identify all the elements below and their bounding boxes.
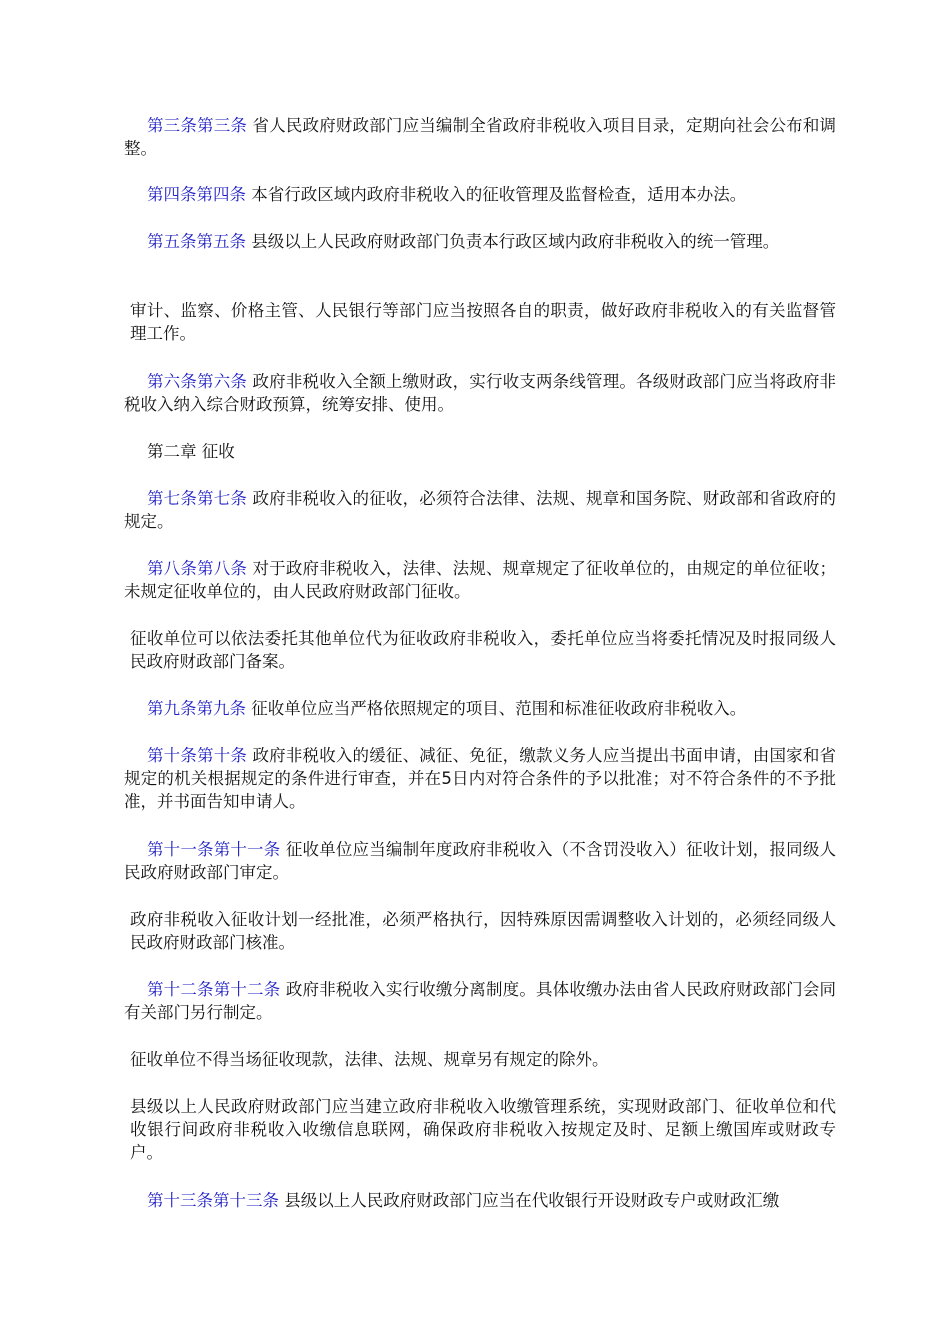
- article-12-heading: 第十二条第十二条: [147, 980, 281, 999]
- article-5-paragraph-2: 审计、监察、价格主管、人民银行等部门应当按照各自的职责，做好政府非税收入的有关监督管理工作。: [130, 301, 836, 343]
- article-7-heading: 第七条第七条: [147, 489, 248, 508]
- chapter-2-heading: 第二章 征收: [147, 442, 235, 461]
- article-13: [124, 1189, 836, 1212]
- article-10-text: 政府非税收入的缓征、减征、免征，缴款义务人应当提出书面申请，由国家和省规定的机关根据规定的条件进行审查，并在5日内对符合条件的予以批准；对不符合条件的不予批准，并书面告知申请人。: [124, 746, 836, 811]
- article-6-text: 政府非税收入全额上缴财政，实行收支两条线管理。各级财政部门应当将政府非税收入纳入综合财政预算，统筹安排、使用。: [124, 372, 836, 414]
- article-8: [124, 557, 836, 603]
- article-7: [124, 487, 836, 533]
- article-4: [124, 183, 836, 206]
- article-4-heading: 第四条第四条: [147, 185, 246, 204]
- article-3-heading: 第三条第三条: [147, 116, 248, 135]
- article-12-paragraph-3: 县级以上人民政府财政部门应当建立政府非税收入收缴管理系统，实现财政部门、征收单位和代收银行间政府非税收入收缴信息联网，确保政府非税收入按规定及时、足额上缴国库或财政专户。: [130, 1097, 836, 1162]
- article-8-paragraph-2: 征收单位可以依法委托其他单位代为征收政府非税收入，委托单位应当将委托情况及时报同级人民政府财政部门备案。: [130, 629, 836, 671]
- article-13-heading: 第十三条第十三条: [147, 1191, 279, 1210]
- article-3-text: 省人民政府财政部门应当编制全省政府非税收入项目目录，定期向社会公布和调整。: [124, 116, 836, 158]
- article-4-text: 本省行政区域内政府非税收入的征收管理及监督检查，适用本办法。: [251, 185, 747, 204]
- article-9-text: 征收单位应当严格依照规定的项目、范围和标准征收政府非税收入。: [251, 699, 747, 718]
- article-5-heading: 第五条第五条: [147, 232, 246, 251]
- article-11-heading: 第十一条第十一条: [147, 840, 281, 859]
- article-5-text: 县级以上人民政府财政部门负责本行政区域内政府非税收入的统一管理。: [251, 232, 780, 251]
- article-8-text: 对于政府非税收入，法律、法规、规章规定了征收单位的，由规定的单位征收；未规定征收单位的，由人民政府财政部门征收。: [124, 559, 836, 601]
- article-9: [124, 697, 836, 720]
- article-6-heading: 第六条第六条: [147, 372, 248, 391]
- article-8-heading: 第八条第八条: [147, 559, 248, 578]
- article-13-text: 县级以上人民政府财政部门应当在代收银行开设财政专户或财政汇缴: [284, 1191, 780, 1210]
- article-10: [124, 744, 836, 813]
- article-7-text: 政府非税收入的征收，必须符合法律、法规、规章和国务院、财政部和省政府的规定。: [124, 489, 836, 531]
- article-11-paragraph-2: 政府非税收入征收计划一经批准，必须严格执行，因特殊原因需调整收入计划的，必须经同级人民政府财政部门核准。: [130, 910, 836, 952]
- article-12-text: 政府非税收入实行收缴分离制度。具体收缴办法由省人民政府财政部门会同有关部门另行制定。: [124, 980, 837, 1022]
- article-12: [124, 978, 836, 1024]
- article-3: [124, 114, 836, 160]
- article-6: [124, 370, 836, 416]
- article-12-paragraph-2: 征收单位不得当场征收现款，法律、法规、规章另有规定的除外。: [130, 1050, 609, 1069]
- article-9-heading: 第九条第九条: [147, 699, 246, 718]
- article-5: [124, 230, 836, 253]
- article-11-text: 征收单位应当编制年度政府非税收入（不含罚没收入）征收计划，报同级人民政府财政部门审定。: [124, 840, 837, 882]
- article-11: [124, 838, 836, 884]
- article-10-heading: 第十条第十条: [147, 746, 248, 765]
